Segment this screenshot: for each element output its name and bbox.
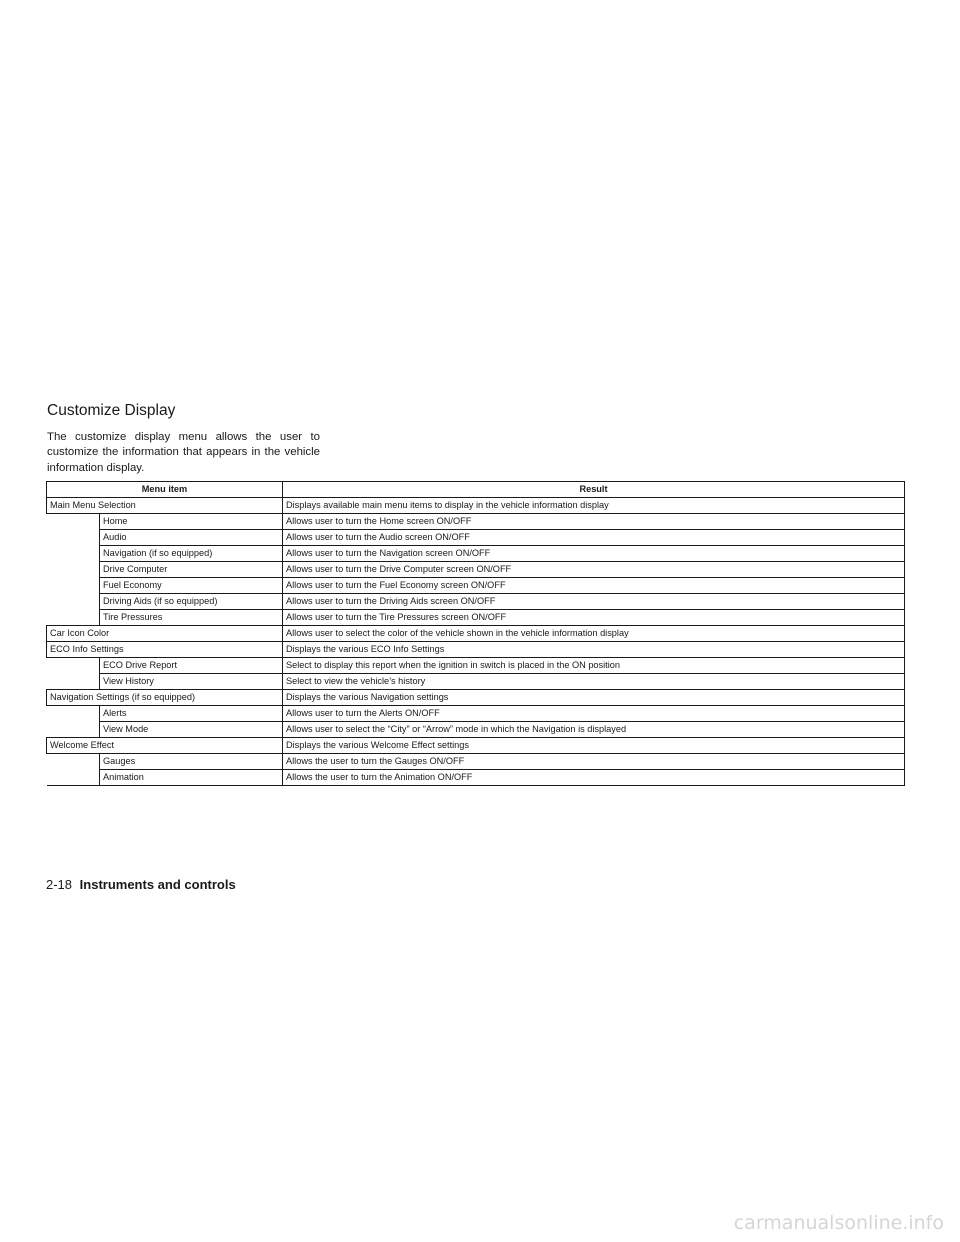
indent-cell bbox=[47, 530, 100, 546]
result-cell: Allows user to turn the Home screen ON/OFF bbox=[283, 514, 905, 530]
indent-cell bbox=[47, 562, 100, 578]
indent-cell bbox=[47, 658, 100, 674]
indent-cell bbox=[47, 674, 100, 690]
result-cell: Allows the user to turn the Gauges ON/OFF bbox=[283, 754, 905, 770]
menu-subitem-cell: View Mode bbox=[100, 722, 283, 738]
table-row-sub-item bbox=[47, 562, 905, 578]
indent-cell bbox=[47, 594, 100, 610]
section-title: Customize Display bbox=[47, 402, 176, 419]
table-row-sub-item bbox=[47, 546, 905, 562]
result-cell: Allows user to turn the Navigation screen ON/OFF bbox=[283, 546, 905, 562]
result-cell: Allows user to select the “City” or “Arrow” mode in which the Navigation is displayed bbox=[283, 722, 905, 738]
menu-subitem-cell: Home bbox=[100, 514, 283, 530]
menu-subitem-cell: Gauges bbox=[100, 754, 283, 770]
menu-subitem-cell: Tire Pressures bbox=[100, 610, 283, 626]
table-row-sub-item bbox=[47, 722, 905, 738]
indent-cell bbox=[47, 706, 100, 722]
result-cell: Allows user to select the color of the vehicle shown in the vehicle information display bbox=[283, 626, 905, 642]
menu-subitem-cell: Navigation (if so equipped) bbox=[100, 546, 283, 562]
menu-item-cell: Welcome Effect bbox=[47, 738, 283, 754]
table-row-sub-item bbox=[47, 578, 905, 594]
result-cell: Allows user to turn the Alerts ON/OFF bbox=[283, 706, 905, 722]
menu-item-cell: Navigation Settings (if so equipped) bbox=[47, 690, 283, 706]
result-cell: Allows user to turn the Driving Aids screen ON/OFF bbox=[283, 594, 905, 610]
table-row-sub-item bbox=[47, 770, 905, 786]
table-row-sub-item bbox=[47, 610, 905, 626]
menu-item-cell: ECO Info Settings bbox=[47, 642, 283, 658]
result-cell: Displays the various Navigation settings bbox=[283, 690, 905, 706]
table-row-top-level bbox=[47, 498, 905, 514]
menu-subitem-cell: Fuel Economy bbox=[100, 578, 283, 594]
header-result: Result bbox=[283, 482, 905, 498]
indent-cell bbox=[47, 514, 100, 530]
menu-item-cell: Main Menu Selection bbox=[47, 498, 283, 514]
table-row-top-level bbox=[47, 690, 905, 706]
menu-subitem-cell: Audio bbox=[100, 530, 283, 546]
menu-subitem-cell: Drive Computer bbox=[100, 562, 283, 578]
menu-subitem-cell: ECO Drive Report bbox=[100, 658, 283, 674]
result-cell: Allows user to turn the Tire Pressures screen ON/OFF bbox=[283, 610, 905, 626]
table-row-sub-item bbox=[47, 594, 905, 610]
table-row-sub-item bbox=[47, 514, 905, 530]
chapter-title: Instruments and controls bbox=[79, 877, 236, 892]
result-cell: Allows user to turn the Audio screen ON/OFF bbox=[283, 530, 905, 546]
menu-table bbox=[46, 481, 905, 786]
table-row-sub-item bbox=[47, 754, 905, 770]
page-footer bbox=[46, 877, 236, 892]
table-body bbox=[47, 498, 905, 786]
result-cell: Displays available main menu items to display in the vehicle information display bbox=[283, 498, 905, 514]
header-menu-item: Menu item bbox=[47, 482, 283, 498]
table-row-top-level bbox=[47, 626, 905, 642]
table-row-sub-item bbox=[47, 674, 905, 690]
indent-cell bbox=[47, 610, 100, 626]
table-row-top-level bbox=[47, 642, 905, 658]
menu-item-cell: Car Icon Color bbox=[47, 626, 283, 642]
table-row-sub-item bbox=[47, 658, 905, 674]
table-row-top-level bbox=[47, 738, 905, 754]
indent-cell bbox=[47, 722, 100, 738]
intro-paragraph: The customize display menu allows the user to customize the information that appears in the vehicle information display. bbox=[47, 431, 320, 474]
result-cell: Allows user to turn the Drive Computer screen ON/OFF bbox=[283, 562, 905, 578]
menu-subitem-cell: View History bbox=[100, 674, 283, 690]
table-row-sub-item bbox=[47, 706, 905, 722]
table-row-sub-item bbox=[47, 530, 905, 546]
indent-cell bbox=[47, 546, 100, 562]
result-cell: Displays the various ECO Info Settings bbox=[283, 642, 905, 658]
menu-subitem-cell: Driving Aids (if so equipped) bbox=[100, 594, 283, 610]
result-cell: Select to view the vehicle’s history bbox=[283, 674, 905, 690]
indent-cell bbox=[47, 770, 100, 786]
result-cell: Select to display this report when the ignition in switch is placed in the ON position bbox=[283, 658, 905, 674]
indent-cell bbox=[47, 754, 100, 770]
table-header-row bbox=[47, 482, 905, 498]
indent-cell bbox=[47, 578, 100, 594]
page-number: 2-18 bbox=[46, 877, 73, 892]
result-cell: Allows the user to turn the Animation ON/OFF bbox=[283, 770, 905, 786]
menu-subitem-cell: Alerts bbox=[100, 706, 283, 722]
menu-subitem-cell: Animation bbox=[100, 770, 283, 786]
watermark: carmanualsonline.info bbox=[733, 1212, 944, 1234]
result-cell: Displays the various Welcome Effect settings bbox=[283, 738, 905, 754]
result-cell: Allows user to turn the Fuel Economy screen ON/OFF bbox=[283, 578, 905, 594]
